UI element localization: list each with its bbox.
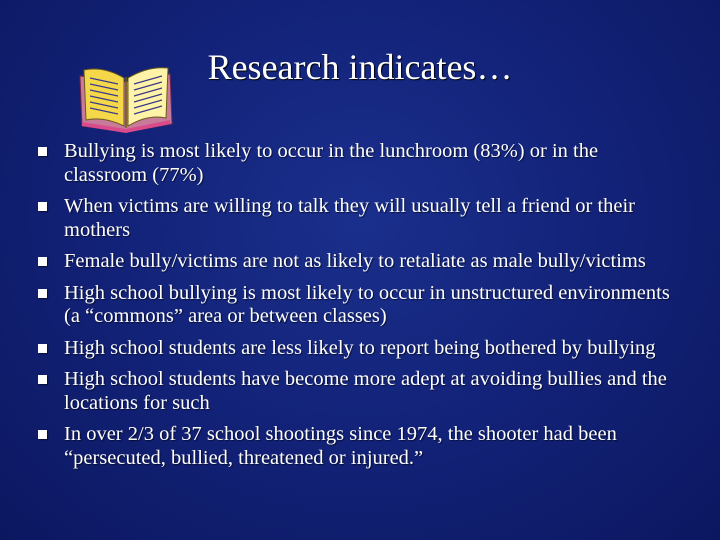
square-bullet-icon [38, 147, 47, 156]
bullet-text: Female bully/victims are not as likely to retaliate as male bully/victims [64, 250, 646, 272]
bullet-item [38, 140, 678, 187]
bullet-item [38, 337, 678, 361]
bullet-text: Bullying is most likely to occur in the lunchroom (83%) or in the classroom (77%) [64, 140, 599, 186]
slide-title: Research indicates… [207, 47, 513, 87]
bullet-item [38, 368, 678, 415]
square-bullet-icon [38, 430, 47, 439]
bullet-list [38, 140, 678, 470]
bullet-text: High school students are less likely to report being bothered by bullying [64, 336, 656, 359]
bullet-text: When victims are willing to talk they will usually tell a friend or their mothers [64, 195, 636, 241]
square-bullet-icon [38, 344, 47, 353]
bullet-item [38, 282, 678, 329]
bullet-text: In over 2/3 of 37 school shootings since 1974, the shooter had been “persecuted, bullied, threatened or injured.” [64, 423, 617, 469]
square-bullet-icon [38, 257, 47, 266]
square-bullet-icon [38, 202, 47, 211]
square-bullet-icon [38, 289, 47, 298]
bullet-item [38, 423, 678, 470]
bullet-item [38, 195, 678, 242]
bullet-text: High school students have become more adept at avoiding bullies and the locations for such [64, 368, 667, 414]
bullet-text: High school bullying is most likely to occur in unstructured environments (a “commons” area or between classes) [64, 281, 670, 327]
bullet-item [38, 250, 678, 274]
square-bullet-icon [38, 375, 47, 384]
